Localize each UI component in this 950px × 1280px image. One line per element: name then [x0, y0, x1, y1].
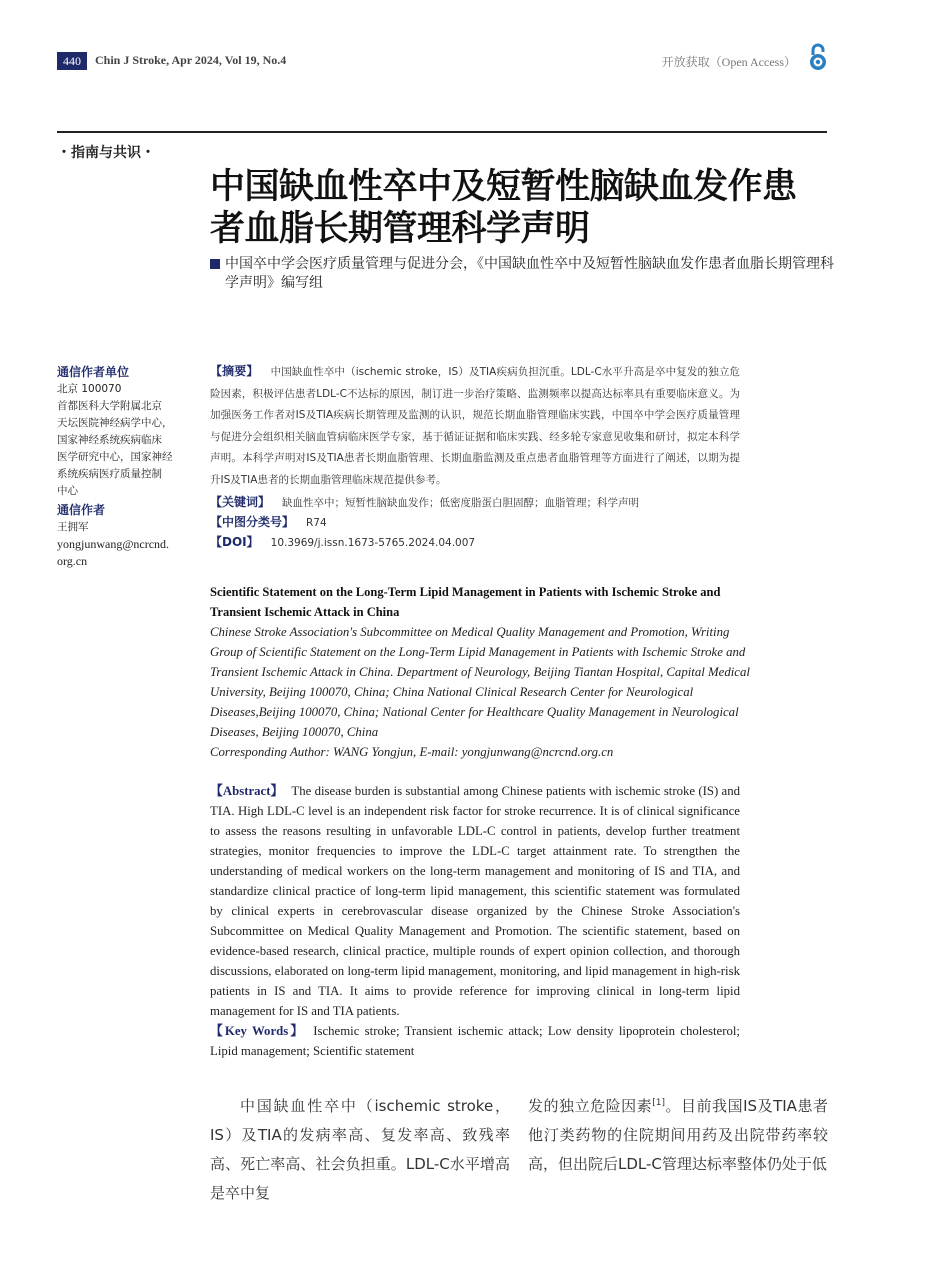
- cn-clc: [210, 513, 740, 533]
- header-divider: [57, 131, 827, 133]
- affiliation-line: 首都医科大学附属北京: [57, 400, 162, 412]
- author-email-cont[interactable]: org.cn: [57, 554, 88, 568]
- body-text: 发的独立危险因素: [528, 1097, 653, 1115]
- cn-doi-text[interactable]: 10.3969/j.issn.1673-5765.2024.04.007: [270, 537, 476, 549]
- open-access-icon: [808, 43, 828, 71]
- english-title: Scientific Statement on the Long-Term Lipid Management in Patients with Ischemic Stroke and Transient Ischemic Attack in China: [210, 585, 721, 619]
- body-column-left: 中国缺血性卒中（ischemic stroke，IS）及TIA的发病率高、复发率高、致残率高、死亡率高、社会负担重。LDL-C水平增高是卒中复: [210, 1097, 510, 1202]
- affiliation-line: 天坛医院神经病学中心，: [57, 417, 173, 429]
- cn-abstract: [210, 361, 740, 553]
- affiliation-line: 医学研究中心，国家神经: [57, 451, 173, 463]
- english-affiliation-text: Chinese Stroke Association's Subcommittee on Medical Quality Management and Promotion, Writing Group of Scientific Statement on the Long-Term Lipid Management in Patients with Ischemic Stroke and Transient Ischemic Attack in China. Department of Neurology, Beijing Tiantan Hospital, Capital Medical University, Beijing 100070, China; China National Clinical Research Center for Neurological Diseases,Beijing 100070, China; National Center for Healthcare Quality Management in Neurological Diseases, Beijing 100070, China: [210, 625, 750, 739]
- english-affiliation: [210, 622, 750, 762]
- authors-text: 中国卒中学会医疗质量管理与促进分会，《中国缺血性卒中及短暂性脑缺血发作患者血脂长期管理科学声明》编写组: [225, 256, 834, 291]
- cn-clc-label: 【中图分类号】: [210, 515, 295, 529]
- page-number: 440: [57, 52, 87, 70]
- citation-ref[interactable]: [1]: [652, 1098, 665, 1108]
- author-group: [210, 255, 835, 293]
- author-name: 王拥军: [57, 521, 89, 533]
- cn-doi: [210, 533, 740, 553]
- author-email[interactable]: yongjunwang@ncrcnd.: [57, 537, 170, 551]
- journal-citation: Chin J Stroke, Apr 2024, Vol 19, No.4: [95, 53, 287, 67]
- affiliation-line: 中心: [57, 485, 78, 497]
- english-corresponding: Corresponding Author: WANG Yongjun, E-mail: yongjunwang@ncrcnd.org.cn: [210, 745, 614, 759]
- body-text: 。目前我国IS及TIA患者他汀类药物的住院期间用药及出院带药率较高，但出院后LDL-C管理达标率整体仍处于低: [528, 1097, 828, 1173]
- english-abstract: [210, 781, 740, 1061]
- cn-keywords: [210, 493, 740, 513]
- article-title: 中国缺血性卒中及短暂性脑缺血发作患者血脂长期管理科学声明: [210, 166, 797, 249]
- correspondence-sidebar: [57, 364, 187, 570]
- cn-keywords-label: 【关键词】: [210, 495, 271, 509]
- affiliation-heading: 通信作者单位: [57, 365, 130, 379]
- open-access-label: 开放获取（Open Access）: [661, 55, 796, 69]
- english-keywords-label: 【Key Words】: [210, 1024, 306, 1038]
- cn-keywords-text: 缺血性卒中；短暂性脑缺血发作；低密度脂蛋白胆固醇；血脂管理；科学声明: [282, 497, 640, 509]
- affiliation-line: 国家神经系统疾病临床: [57, 434, 162, 446]
- body-column-right: [528, 1092, 828, 1179]
- author-heading: 通信作者: [57, 503, 106, 517]
- cn-abstract-text: 中国缺血性卒中（ischemic stroke，IS）及TIA疾病负担沉重。LDL-C水平升高是卒中复发的独立危险因素，积极评估患者LDL-C不达标的原因，制订进一步治疗策略、监测频率以提高达标率具有重要临床意义。为加强医务工作者对IS及TIA疾病长期管理及监测的认识，规范长期血脂管理临床实践，中国卒中学会医疗质量管理与促进分会组织相关脑血管病临床医学专家，基于循证证据和临床实践、经多轮专家意见收集和研讨，拟定本科学声明。本科学声明对IS及TIA患者长期血脂管理、长期血脂监测及重点患者血脂管理等方面进行了阐述，以期为提升IS及TIA患者的长期血脂管理临床规范提供参考。: [210, 366, 740, 486]
- affiliation-line: 北京 100070: [57, 383, 122, 395]
- cn-clc-text: R74: [306, 517, 327, 529]
- section-label: ・指南与共识・: [57, 145, 155, 161]
- english-abstract-label: 【Abstract】: [210, 784, 284, 798]
- english-keywords-text: Ischemic stroke; Transient ischemic attack; Low density lipoprotein cholesterol; Lipid management; Scientific statement: [210, 1024, 740, 1058]
- cn-doi-label: 【DOI】: [210, 535, 259, 549]
- english-keywords: [210, 1021, 740, 1061]
- english-abstract-text: The disease burden is substantial among Chinese patients with ischemic stroke (IS) and TIA. High LDL-C level is an independent risk factor for stroke recurrence. It is of clinical significance to assess the reasons resulting in unfavorable LDL-C control in patients, develop further treatment strategies, monitor frequencies to improve the LDL-C target attainment rate. To strengthen the understanding of medical workers on the long-term management and monitoring of IS and TIA, and standardize clinical practice of long-term lipid management, this scientific statement was formulated by clinical experts in cerebrovascular disease organized by the Chinese Stroke Association's Subcommittee on Medical Quality Management and Promotion. The scientific statement, based on evidence-based research, clinical practice, multiple rounds of expert opinion collection, and thorough discussions, elaborated on long-term lipid management, monitoring, and lipid management in high-risk patients in IS and TIA. It aims to provide reference for improving clinical in long-term lipid management for IS and TIA patients.: [210, 784, 741, 1018]
- cn-abstract-label: 【摘要】: [210, 364, 259, 378]
- bullet-square-icon: [210, 259, 220, 269]
- affiliation-line: 系统疾病医疗质量控制: [57, 468, 162, 480]
